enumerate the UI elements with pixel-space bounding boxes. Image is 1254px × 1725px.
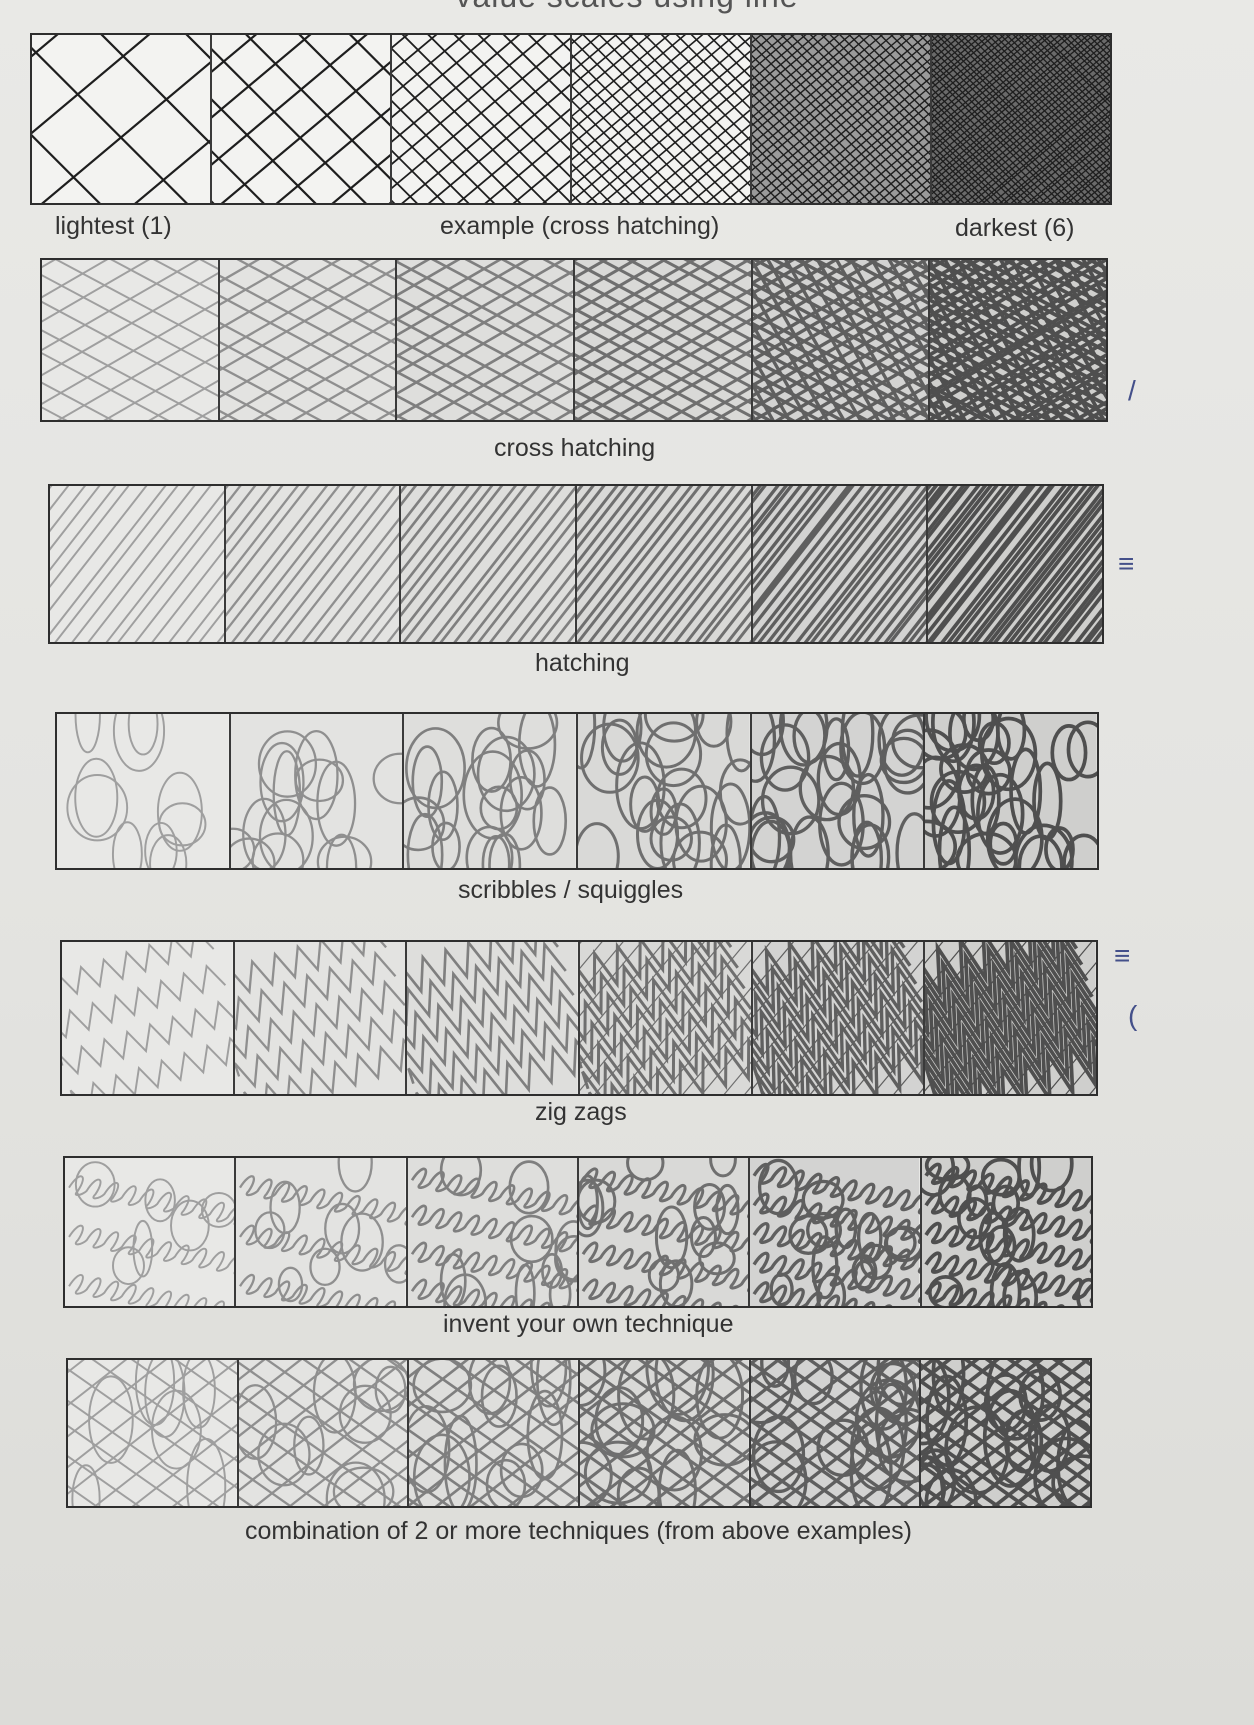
value-cell — [921, 1360, 1090, 1506]
value-scale-row — [63, 1156, 1093, 1308]
texture-drawing — [408, 1158, 577, 1306]
texture-drawing — [925, 942, 1096, 1094]
value-cell — [62, 942, 235, 1094]
texture-drawing — [392, 35, 570, 203]
texture-drawing — [578, 714, 750, 868]
value-cell — [925, 942, 1096, 1094]
texture-drawing — [752, 714, 924, 868]
value-scale-row — [40, 258, 1108, 422]
value-cell — [580, 1360, 751, 1506]
value-cell — [922, 1158, 1091, 1306]
value-cell — [220, 260, 398, 420]
row-caption: cross hatching — [494, 434, 656, 462]
value-cell — [407, 942, 580, 1094]
texture-drawing — [57, 714, 229, 868]
value-cell — [68, 1360, 239, 1506]
texture-drawing — [751, 1360, 920, 1506]
pen-mark-icon: ( — [1128, 1000, 1138, 1031]
row-caption: scribbles / squiggles — [458, 876, 684, 904]
texture-drawing — [921, 1360, 1090, 1506]
value-cell — [235, 942, 408, 1094]
texture-drawing — [750, 1158, 919, 1306]
value-cell — [577, 486, 753, 642]
value-cell — [65, 1158, 236, 1306]
example-cell — [572, 35, 752, 203]
value-cell — [930, 260, 1106, 420]
texture-drawing — [407, 942, 578, 1094]
example-cell — [392, 35, 572, 203]
texture-drawing — [220, 260, 396, 420]
value-cell — [239, 1360, 410, 1506]
texture-drawing — [575, 260, 751, 420]
value-cell — [408, 1158, 579, 1306]
texture-drawing — [932, 35, 1110, 203]
texture-drawing — [409, 1360, 578, 1506]
pen-mark-icon: ≡ — [1118, 548, 1135, 579]
value-cell — [409, 1360, 580, 1506]
texture-drawing — [753, 486, 927, 642]
value-cell — [753, 260, 931, 420]
example-label: example (cross hatching) — [440, 212, 720, 240]
value-cell — [57, 714, 231, 868]
texture-drawing — [753, 260, 929, 420]
example-cell — [932, 35, 1110, 203]
texture-drawing — [579, 1158, 748, 1306]
texture-drawing — [401, 486, 575, 642]
texture-drawing — [753, 942, 924, 1094]
value-cell — [750, 1158, 921, 1306]
row-caption: combination of 2 or more techniques (from above examples) — [245, 1517, 912, 1545]
value-cell — [578, 714, 752, 868]
value-cell — [925, 714, 1097, 868]
value-cell — [580, 942, 753, 1094]
row-caption: hatching — [535, 649, 630, 677]
value-scale-row — [48, 484, 1104, 644]
value-cell — [236, 1158, 407, 1306]
texture-drawing — [32, 35, 210, 203]
texture-drawing — [231, 714, 403, 868]
value-cell — [751, 1360, 922, 1506]
value-scale-row — [66, 1358, 1092, 1508]
worksheet-title — [0, 0, 1254, 15]
value-scale-row — [55, 712, 1099, 870]
texture-drawing — [925, 714, 1097, 868]
example-cell — [212, 35, 392, 203]
texture-drawing — [235, 942, 406, 1094]
texture-drawing — [577, 486, 751, 642]
value-cell — [752, 714, 926, 868]
value-cell — [928, 486, 1102, 642]
pen-mark-icon: ≡ — [1114, 940, 1131, 971]
value-cell — [575, 260, 753, 420]
value-cell — [397, 260, 575, 420]
lightest-label: lightest (1) — [55, 212, 172, 240]
texture-drawing — [62, 942, 233, 1094]
value-cell — [226, 486, 402, 642]
pen-mark-icon: / — [1128, 375, 1136, 406]
texture-drawing — [404, 714, 576, 868]
value-scale-row — [60, 940, 1098, 1096]
texture-drawing — [752, 35, 930, 203]
texture-drawing — [226, 486, 400, 642]
texture-drawing — [930, 260, 1106, 420]
example-cell — [752, 35, 932, 203]
row-caption: invent your own technique — [443, 1310, 734, 1338]
value-cell — [42, 260, 220, 420]
value-cell — [401, 486, 577, 642]
texture-drawing — [239, 1360, 408, 1506]
texture-drawing — [580, 1360, 749, 1506]
example-value-scale — [30, 33, 1112, 205]
texture-drawing — [212, 35, 390, 203]
texture-drawing — [65, 1158, 234, 1306]
texture-drawing — [236, 1158, 405, 1306]
texture-drawing — [928, 486, 1102, 642]
value-cell — [753, 486, 929, 642]
example-cell — [32, 35, 212, 203]
value-cell — [579, 1158, 750, 1306]
texture-drawing — [68, 1360, 237, 1506]
texture-drawing — [50, 486, 224, 642]
texture-drawing — [397, 260, 573, 420]
row-caption: zig zags — [535, 1098, 627, 1126]
darkest-label: darkest (6) — [955, 214, 1075, 242]
value-cell — [231, 714, 405, 868]
value-cell — [404, 714, 578, 868]
texture-drawing — [42, 260, 218, 420]
value-cell — [753, 942, 926, 1094]
texture-drawing — [580, 942, 751, 1094]
texture-drawing — [922, 1158, 1091, 1306]
texture-drawing — [572, 35, 750, 203]
value-cell — [50, 486, 226, 642]
